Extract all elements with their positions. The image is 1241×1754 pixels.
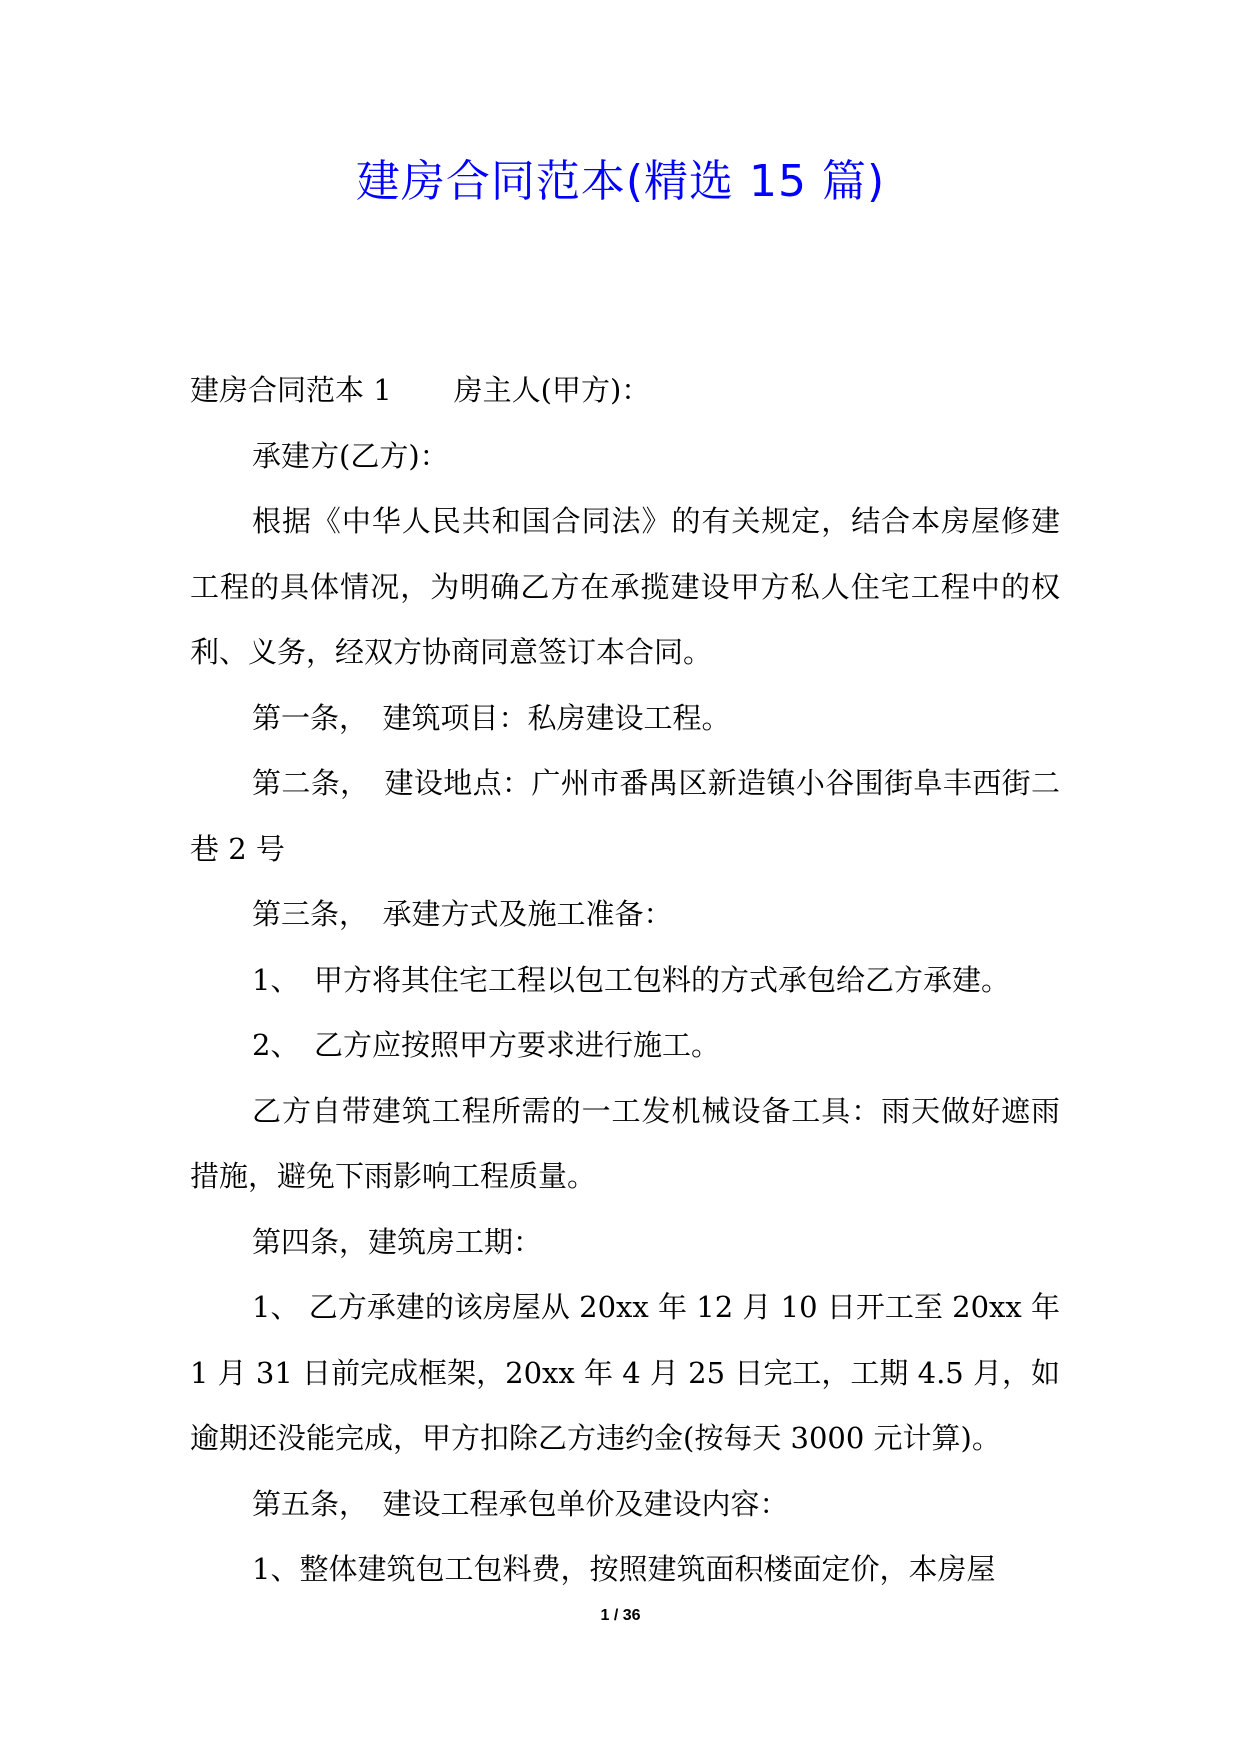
paragraph: 第一条， 建筑项目：私房建设工程。: [252, 700, 731, 735]
party-a-label: 房主人(甲方)：: [453, 373, 651, 407]
first-line: [190, 358, 1060, 424]
paragraph: 根据《中华人民共和国合同法》的有关规定，结合本房屋修建工程的具体情况，为明确乙方在承揽建设甲方私人住宅工程中的权利、义务，经双方协商同意签订本合同。: [190, 504, 1060, 669]
paragraph: 乙方自带建筑工程所需的一工发机械设备工具：雨天做好遮雨措施，避免下雨影响工程质量。: [190, 1093, 1060, 1193]
document-body: [190, 358, 1060, 1603]
paragraph: 1、 甲方将其住宅工程以包工包料的方式承包给乙方承建。: [252, 962, 1010, 997]
paragraph: 1、整体建筑包工包料费，按照建筑面积楼面定价，本房屋: [252, 1552, 996, 1586]
page-number: 1 / 36: [600, 1607, 641, 1624]
paragraph: 承建方(乙方)：: [252, 438, 449, 473]
paragraph: 1、 乙方承建的该房屋从 20xx 年 12 月 10 日开工至 20xx 年 1 月 31 日前完成框架，20xx 年 4 月 25 日完工，工期 4.5 月，如逾期还没能完成，甲方扣除乙方违约金(按每天 3000 元计算)。: [190, 1290, 1060, 1455]
paragraph: 第三条， 承建方式及施工准备：: [252, 897, 673, 931]
paragraph: 第四条，建筑房工期：: [252, 1224, 543, 1259]
document-title: 建房合同范本(精选 15 篇): [355, 156, 886, 207]
paragraph: 第二条， 建设地点：广州市番禺区新造镇小谷围街阜丰西街二巷 2 号: [190, 766, 1060, 866]
paragraph: 2、 乙方应按照甲方要求进行施工。: [252, 1028, 720, 1062]
heading-label: 建房合同范本 1: [190, 373, 392, 407]
paragraph: 第五条， 建设工程承包单价及建设内容：: [252, 1486, 789, 1521]
